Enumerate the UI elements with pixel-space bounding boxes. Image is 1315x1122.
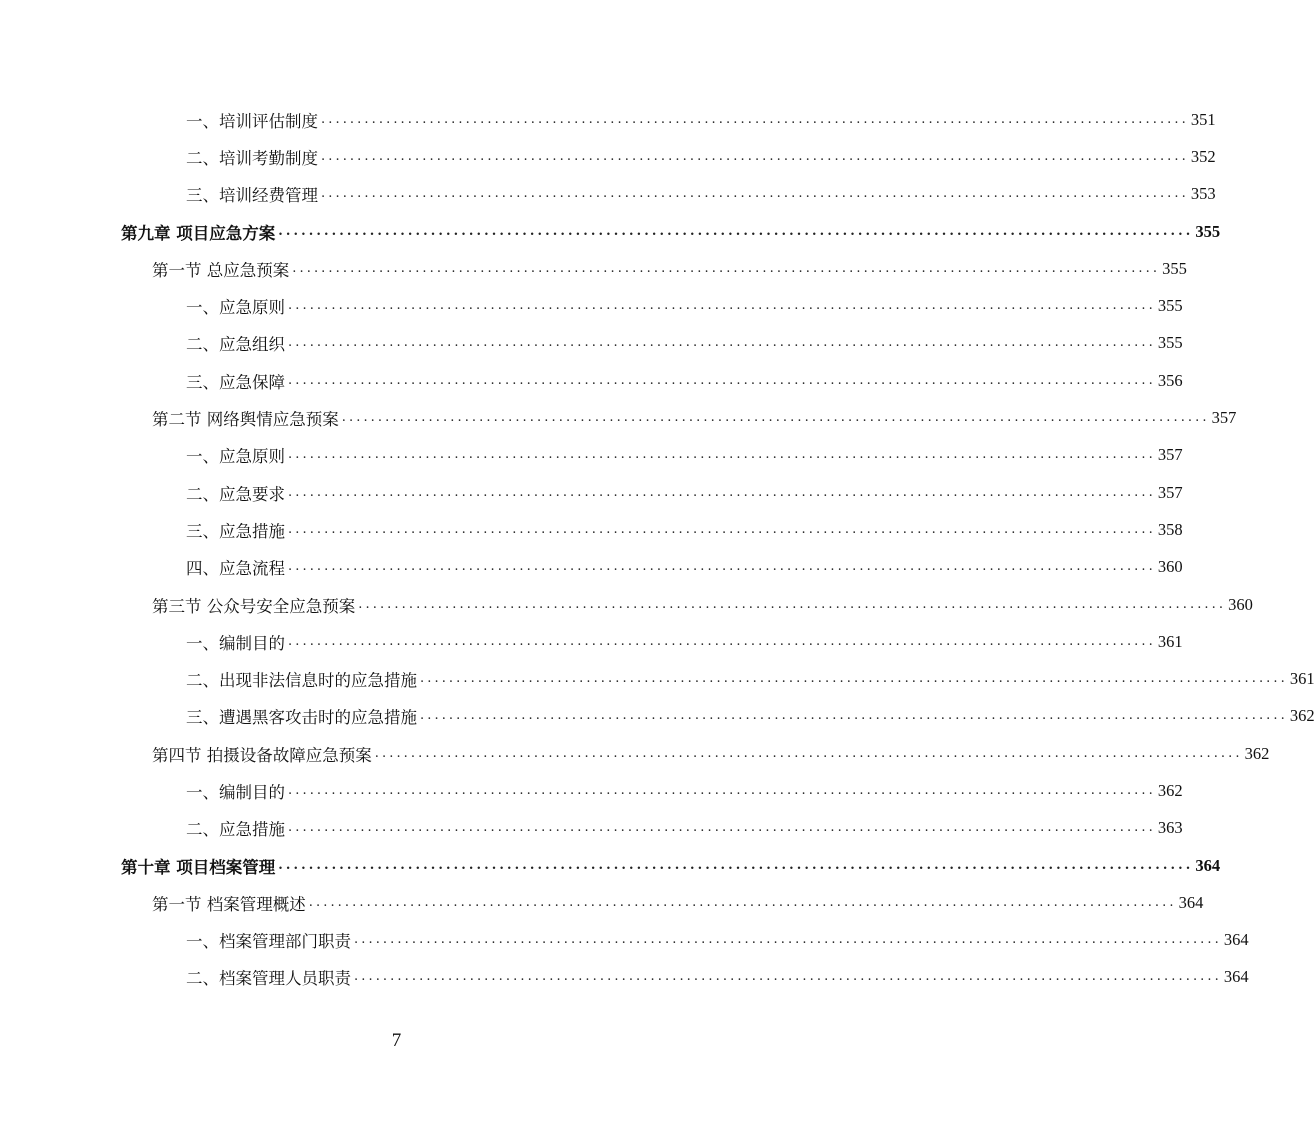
toc-entry-page: 352 (1190, 146, 1216, 166)
toc-entry-label: 第十章 项目档案管理 (121, 857, 276, 877)
toc-dot-leader: ........................................................................................................................ (288, 298, 1156, 314)
toc-dot-leader: ........................................................................................................................ (354, 969, 1222, 985)
toc-entry-page: 361 (1157, 631, 1183, 651)
toc-entry-label: 二、应急要求 (186, 484, 285, 504)
toc-entry-page: 361 (1289, 669, 1315, 689)
toc-entry-label: 一、档案管理部门职责 (186, 932, 351, 952)
toc-entry-label: 二、应急措施 (186, 820, 285, 840)
toc-entry-page: 360 (1157, 557, 1183, 577)
toc-dot-leader: ........................................................................................................................ (288, 521, 1156, 537)
toc-section-entry[interactable] (0, 586, 1253, 623)
toc-dot-leader: ........................................................................................................................ (374, 745, 1243, 761)
toc-entry-label: 第二节 网络舆情应急预案 (152, 410, 339, 430)
toc-entry-page: 363 (1157, 818, 1183, 838)
toc-subsection-entry[interactable] (0, 362, 1183, 399)
toc-entry-page: 355 (1157, 296, 1183, 316)
toc-entry-page: 364 (1223, 930, 1249, 950)
table-of-contents (0, 101, 1315, 996)
toc-dot-leader: ........................................................................................................................ (292, 260, 1161, 276)
toc-subsection-entry[interactable] (0, 325, 1183, 362)
toc-entry-page: 355 (1157, 333, 1183, 353)
toc-entry-label: 二、出现非法信息时的应急措施 (186, 671, 417, 691)
toc-entry-label: 第三节 公众号安全应急预案 (152, 596, 356, 616)
toc-entry-page: 362 (1244, 743, 1270, 763)
toc-entry-page: 351 (1190, 109, 1216, 129)
toc-entry-label: 三、培训经费管理 (186, 186, 318, 206)
toc-dot-leader: ........................................................................................................................ (288, 559, 1156, 575)
toc-dot-leader: ........................................................................................................................ (278, 857, 1194, 873)
toc-subsection-entry[interactable] (0, 922, 1249, 959)
toc-subsection-entry[interactable] (0, 176, 1216, 213)
toc-subsection-entry[interactable] (0, 772, 1183, 809)
toc-dot-leader: ........................................................................................................................ (288, 372, 1156, 388)
toc-dot-leader: ........................................................................................................................ (321, 186, 1189, 202)
toc-subsection-entry[interactable] (0, 474, 1183, 511)
toc-entry-page: 357 (1157, 482, 1183, 502)
toc-entry-page: 356 (1157, 370, 1183, 390)
toc-entry-page: 358 (1157, 519, 1183, 539)
toc-dot-leader: ........................................................................................................................ (288, 820, 1156, 836)
toc-subsection-entry[interactable] (0, 437, 1183, 474)
toc-chapter-entry[interactable] (0, 847, 1221, 884)
toc-dot-leader: ........................................................................................................................ (358, 596, 1227, 612)
toc-subsection-entry[interactable] (0, 698, 1315, 735)
toc-chapter-entry[interactable] (0, 213, 1221, 250)
toc-entry-label: 一、应急原则 (186, 447, 285, 467)
toc-entry-label: 三、应急保障 (186, 372, 285, 392)
toc-subsection-entry[interactable] (0, 101, 1216, 138)
toc-dot-leader: ........................................................................................................................ (420, 708, 1288, 724)
toc-entry-label: 第四节 拍摄设备故障应急预案 (152, 745, 372, 765)
toc-dot-leader: ........................................................................................................................ (321, 148, 1189, 164)
toc-entry-page: 357 (1211, 408, 1237, 428)
toc-entry-label: 四、应急流程 (186, 559, 285, 579)
toc-entry-label: 一、培训评估制度 (186, 111, 318, 131)
toc-dot-leader: ........................................................................................................................ (420, 671, 1288, 687)
toc-entry-page: 360 (1228, 594, 1253, 614)
toc-entry-page: 355 (1162, 258, 1187, 278)
toc-section-entry[interactable] (0, 884, 1204, 921)
toc-subsection-entry[interactable] (0, 511, 1183, 548)
toc-entry-label: 第一节 档案管理概述 (152, 894, 306, 914)
toc-entry-label: 一、编制目的 (186, 633, 285, 653)
toc-section-entry[interactable] (0, 399, 1237, 436)
toc-entry-label: 第九章 项目应急方案 (121, 223, 276, 243)
toc-entry-label: 二、档案管理人员职责 (186, 969, 351, 989)
toc-entry-page: 364 (1195, 855, 1221, 875)
toc-entry-page: 357 (1157, 445, 1183, 465)
toc-dot-leader: ........................................................................................................................ (288, 633, 1156, 649)
toc-entry-label: 三、遭遇黑客攻击时的应急措施 (186, 708, 417, 728)
toc-entry-label: 第一节 总应急预案 (152, 260, 290, 280)
toc-entry-label: 二、应急组织 (186, 335, 285, 355)
toc-entry-page: 364 (1223, 967, 1249, 987)
toc-entry-page: 355 (1195, 221, 1221, 241)
toc-entry-label: 三、应急措施 (186, 521, 285, 541)
toc-entry-label: 一、编制目的 (186, 782, 285, 802)
toc-entry-label: 一、应急原则 (186, 298, 285, 318)
toc-subsection-entry[interactable] (0, 660, 1315, 697)
toc-dot-leader: ........................................................................................................................ (341, 410, 1210, 426)
toc-dot-leader: ........................................................................................................................ (288, 782, 1156, 798)
toc-entry-page: 364 (1178, 892, 1204, 912)
toc-dot-leader: ........................................................................................................................ (354, 932, 1222, 948)
toc-subsection-entry[interactable] (0, 810, 1183, 847)
toc-dot-leader: ........................................................................................................................ (288, 447, 1156, 463)
toc-entry-page: 362 (1289, 706, 1315, 726)
toc-entry-label: 二、培训考勤制度 (186, 148, 318, 168)
toc-subsection-entry[interactable] (0, 287, 1183, 324)
toc-section-entry[interactable] (0, 250, 1187, 287)
page-number: 7 (391, 1030, 402, 1051)
toc-subsection-entry[interactable] (0, 959, 1249, 996)
toc-subsection-entry[interactable] (0, 549, 1183, 586)
toc-subsection-entry[interactable] (0, 138, 1216, 175)
toc-entry-page: 362 (1157, 780, 1183, 800)
toc-dot-leader: ........................................................................................................................ (278, 223, 1194, 239)
toc-dot-leader: ........................................................................................................................ (288, 484, 1156, 500)
toc-dot-leader: ........................................................................................................................ (288, 335, 1156, 351)
toc-entry-page: 353 (1190, 184, 1216, 204)
toc-dot-leader: ........................................................................................................................ (308, 894, 1177, 910)
toc-subsection-entry[interactable] (0, 623, 1183, 660)
toc-dot-leader: ........................................................................................................................ (321, 111, 1189, 127)
toc-section-entry[interactable] (0, 735, 1270, 772)
